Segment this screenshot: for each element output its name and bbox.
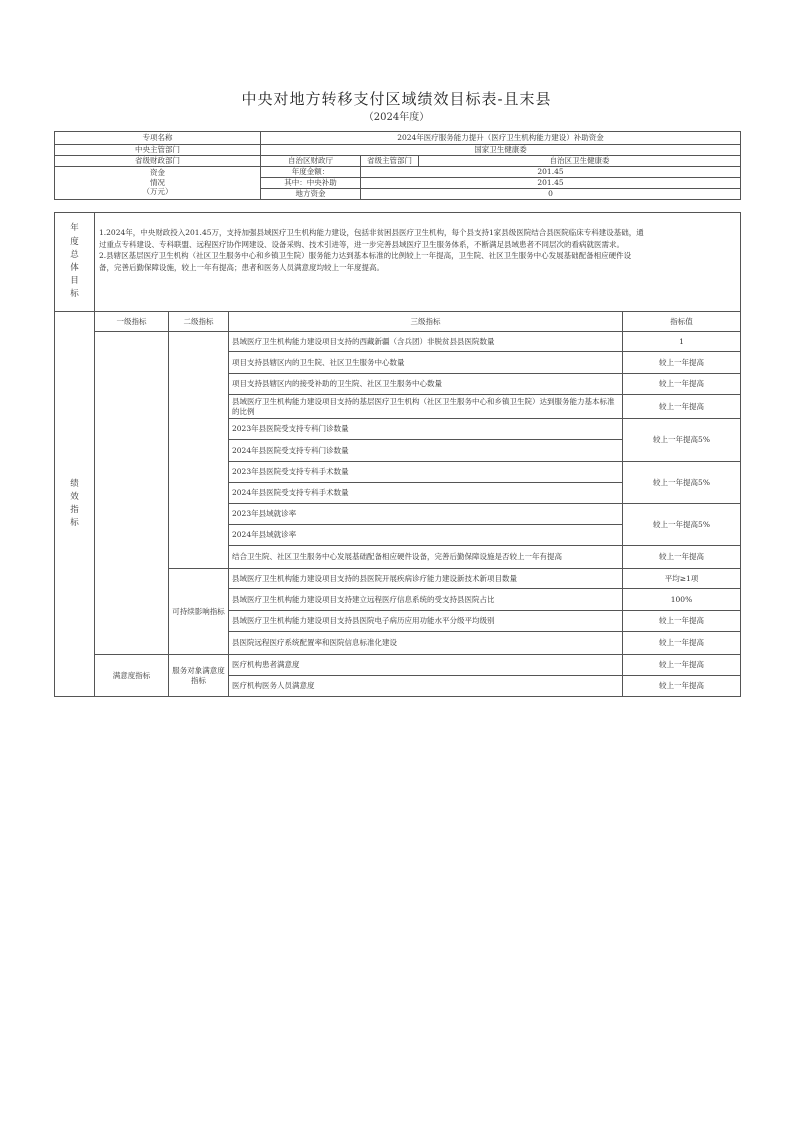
col-value-header: 指标值 bbox=[623, 312, 741, 332]
goals-label-char: 体 bbox=[70, 263, 79, 273]
satisfaction-level1: 满意度指标 bbox=[95, 655, 169, 697]
indicators-label-char: 绩 bbox=[70, 478, 79, 489]
indicator-name: 结合卫生院、社区卫生服务中心发展基础配备相应硬件设备，完善后勤保障设施是否较上一年有提高 bbox=[229, 546, 623, 569]
indicator-name: 2024年县医院受支持专科手术数量 bbox=[229, 483, 623, 504]
indicator-value: 较上一年提高 bbox=[623, 395, 741, 419]
goals-row bbox=[55, 213, 741, 312]
project-row bbox=[55, 131, 741, 144]
col-level1-header: 一级指标 bbox=[95, 312, 169, 332]
indicator-value: 较上一年提高5% bbox=[623, 419, 741, 462]
indicator-name: 医疗机构患者满意度 bbox=[229, 655, 623, 676]
info-table bbox=[54, 120, 741, 200]
sustain-label: 可持续影响指标 bbox=[169, 569, 229, 655]
funds-label-line-3: （万元） bbox=[142, 187, 173, 197]
central-subsidy-label: 其中：中央补助 bbox=[261, 177, 361, 188]
goal-line: 过重点专科建设、专科联盟、远程医疗协作网建设、设备采购、技术引进等，进一步完善县域医疗卫生服务体系，不断满足县域患者不同层次的看病就医需求。 bbox=[99, 239, 624, 249]
indicator-name: 项目支持县辖区内的接受补助的卫生院、社区卫生服务中心数量 bbox=[229, 374, 623, 395]
col-level2-header: 二级指标 bbox=[169, 312, 229, 332]
goal-line: 1.2024年，中央财政投入201.45万，支持加强县域医疗卫生机构能力建设，包括非贫困县医疗卫生机构，每个县支持1家县级医院结合县医院临床专科建设基础，通 bbox=[99, 228, 644, 237]
central-subsidy-value: 201.45 bbox=[361, 177, 741, 188]
indicator-value: 较上一年提高 bbox=[623, 655, 741, 676]
indicator-value: 较上一年提高5% bbox=[623, 504, 741, 546]
indicators-header-row bbox=[55, 312, 741, 332]
satisfaction-level2: 服务对象满意度指标 bbox=[169, 655, 229, 697]
indicators-label-char: 指 bbox=[70, 505, 79, 515]
central-dept-row bbox=[55, 144, 741, 155]
indicator-value: 较上一年提高 bbox=[623, 611, 741, 632]
provincial-finance-label: 省级财政部门 bbox=[55, 155, 261, 166]
goals-label-char: 目 bbox=[70, 276, 79, 287]
indicator-name: 2023年县医院受支持专科门诊数量 bbox=[229, 419, 623, 440]
indicator-name: 县域医疗卫生机构能力建设项目支持的县医院开展疾病诊疗能力建设新技术新项目数量 bbox=[229, 569, 623, 589]
goals-table bbox=[54, 212, 741, 312]
funds-label bbox=[55, 166, 261, 199]
indicator-row bbox=[55, 332, 741, 352]
indicator-value: 较上一年提高 bbox=[623, 632, 741, 655]
indicator-value: 平均≥1项 bbox=[623, 569, 741, 589]
annual-amount-row bbox=[55, 166, 741, 177]
level2-blank bbox=[169, 332, 229, 569]
indicator-value: 较上一年提高 bbox=[623, 676, 741, 697]
indicators-label bbox=[55, 312, 95, 697]
project-name-row bbox=[55, 120, 741, 131]
col-level3-header: 三级指标 bbox=[229, 312, 623, 332]
indicator-value: 较上一年提高 bbox=[623, 546, 741, 569]
goals-label-char: 标 bbox=[70, 289, 79, 300]
annual-amount-label: 年度金额： bbox=[261, 166, 361, 177]
indicators-label-char: 标 bbox=[70, 518, 79, 529]
indicator-row bbox=[55, 655, 741, 676]
indicators-label-char: 效 bbox=[70, 491, 79, 502]
indicator-name: 项目支持县辖区内的卫生院、社区卫生服务中心数量 bbox=[229, 352, 623, 374]
indicator-value: 较上一年提高 bbox=[623, 374, 741, 395]
goals-label-char: 度 bbox=[70, 236, 79, 247]
indicator-value: 100% bbox=[623, 589, 741, 611]
indicator-name: 县域医疗卫生机构能力建设项目支持的基层医疗卫生机构（社区卫生服务中心和乡镇卫生院）达到服务能力基本标准的比例 bbox=[229, 395, 623, 419]
level1-blank bbox=[95, 332, 169, 655]
annual-amount-value: 201.45 bbox=[361, 166, 741, 177]
goal-line: 备，完善后勤保障设施，较上一年有提高；患者和医务人员满意度均较上一年度提高。 bbox=[99, 262, 384, 272]
funds-label-line-2: 情况 bbox=[150, 177, 165, 187]
indicator-name: 县域医疗卫生机构能力建设项目支持的西藏新疆（含兵团）非脱贫县县医院数量 bbox=[229, 332, 623, 352]
indicator-name: 县域医疗卫生机构能力建设项目支持建立远程医疗信息系统的受支持县医院占比 bbox=[229, 589, 623, 611]
funds-label-line-1: 资金 bbox=[150, 168, 165, 178]
indicator-name: 医疗机构医务人员满意度 bbox=[229, 676, 623, 697]
goals-label-char: 年 bbox=[70, 223, 79, 234]
indicator-name: 县医院远程医疗系统配置率和医院信息标准化建设 bbox=[229, 632, 623, 655]
project-name-label: 专项名称 bbox=[55, 131, 261, 144]
local-funds-value: 0 bbox=[361, 188, 741, 199]
goals-label bbox=[55, 213, 95, 312]
page-title: 中央对地方转移支付区域绩效目标表-且末县 bbox=[241, 90, 552, 108]
indicator-value: 较上一年提高 bbox=[623, 352, 741, 374]
goal-line: 2.县辖区基层医疗卫生机构（社区卫生服务中心和乡镇卫生院）服务能力达到基本标准的比例较上一年提高，卫生院、社区卫生服务中心发展基础配备相应硬件设 bbox=[99, 251, 632, 261]
indicator-name: 2024年县医院受支持专科门诊数量 bbox=[229, 440, 623, 462]
indicator-value: 1 bbox=[623, 332, 741, 352]
indicator-name: 2024年县域就诊率 bbox=[229, 525, 623, 546]
provincial-admin-label: 省级主管部门 bbox=[361, 155, 419, 166]
local-funds-label: 地方资金 bbox=[261, 188, 361, 199]
provincial-admin-value: 自治区卫生健康委 bbox=[419, 155, 741, 166]
central-dept-value: 国家卫生健康委 bbox=[261, 144, 741, 155]
indicator-name: 2023年县域就诊率 bbox=[229, 504, 623, 525]
central-dept-label: 中央主管部门 bbox=[55, 144, 261, 155]
goals-text bbox=[95, 213, 741, 312]
provincial-dept-row bbox=[55, 155, 741, 166]
indicator-value: 较上一年提高5% bbox=[623, 462, 741, 504]
project-name-value: 2024年医疗服务能力提升（医疗卫生机构能力建设）补助资金 bbox=[261, 131, 741, 144]
provincial-finance-value: 自治区财政厅 bbox=[261, 155, 361, 166]
indicators-table bbox=[54, 311, 741, 697]
indicator-name: 2023年县医院受支持专科手术数量 bbox=[229, 462, 623, 483]
indicator-name: 县域医疗卫生机构能力建设项目支持县医院电子病历应用功能水平分级平均级别 bbox=[229, 611, 623, 632]
goals-label-char: 总 bbox=[70, 249, 79, 260]
page-subtitle: （2024年度） bbox=[363, 112, 430, 123]
